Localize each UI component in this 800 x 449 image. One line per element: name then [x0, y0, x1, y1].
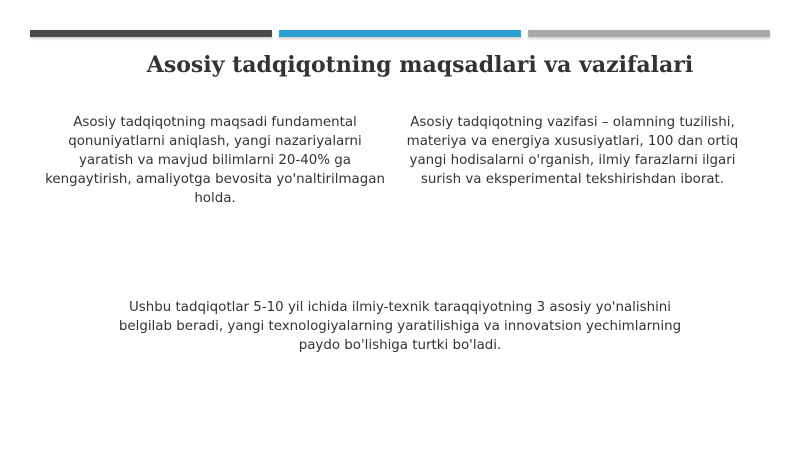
header-bar-blue: [279, 30, 521, 37]
slide-title: Asosiy tadqiqotning maqsadlari va vazifalari: [146, 52, 694, 78]
right-paragraph: Asosiy tadqiqotning vazifasi – olamning tuzilishi, materiya va energiya xususiyatlari, 100 dan ortiq yangi hodisalarni o'rganish, ilmiy farazlarni ilgari surish va eksperimental tekshirishdan iborat.: [406, 115, 739, 187]
header-bar-dark: [30, 30, 272, 37]
bottom-paragraph: Ushbu tadqiqotlar 5-10 yil ichida ilmiy-texnik taraqqiyotning 3 asosiy yo'nalishini belgilab beradi, yangi texnologiyalarning yaratilishiga va innovatsion yechimlarning paydo bo'lishiga turtki bo'ladi.: [118, 300, 682, 353]
left-paragraph: Asosiy tadqiqotning maqsadi fundamental qonuniyatlarni aniqlash, yangi nazariyalarni yaratish va mavjud bilimlarni 20-40% ga kengaytirish, amaliyotga bevosita yo'naltirilmagan holda.: [45, 115, 385, 206]
header-bar-gray: [528, 30, 770, 37]
